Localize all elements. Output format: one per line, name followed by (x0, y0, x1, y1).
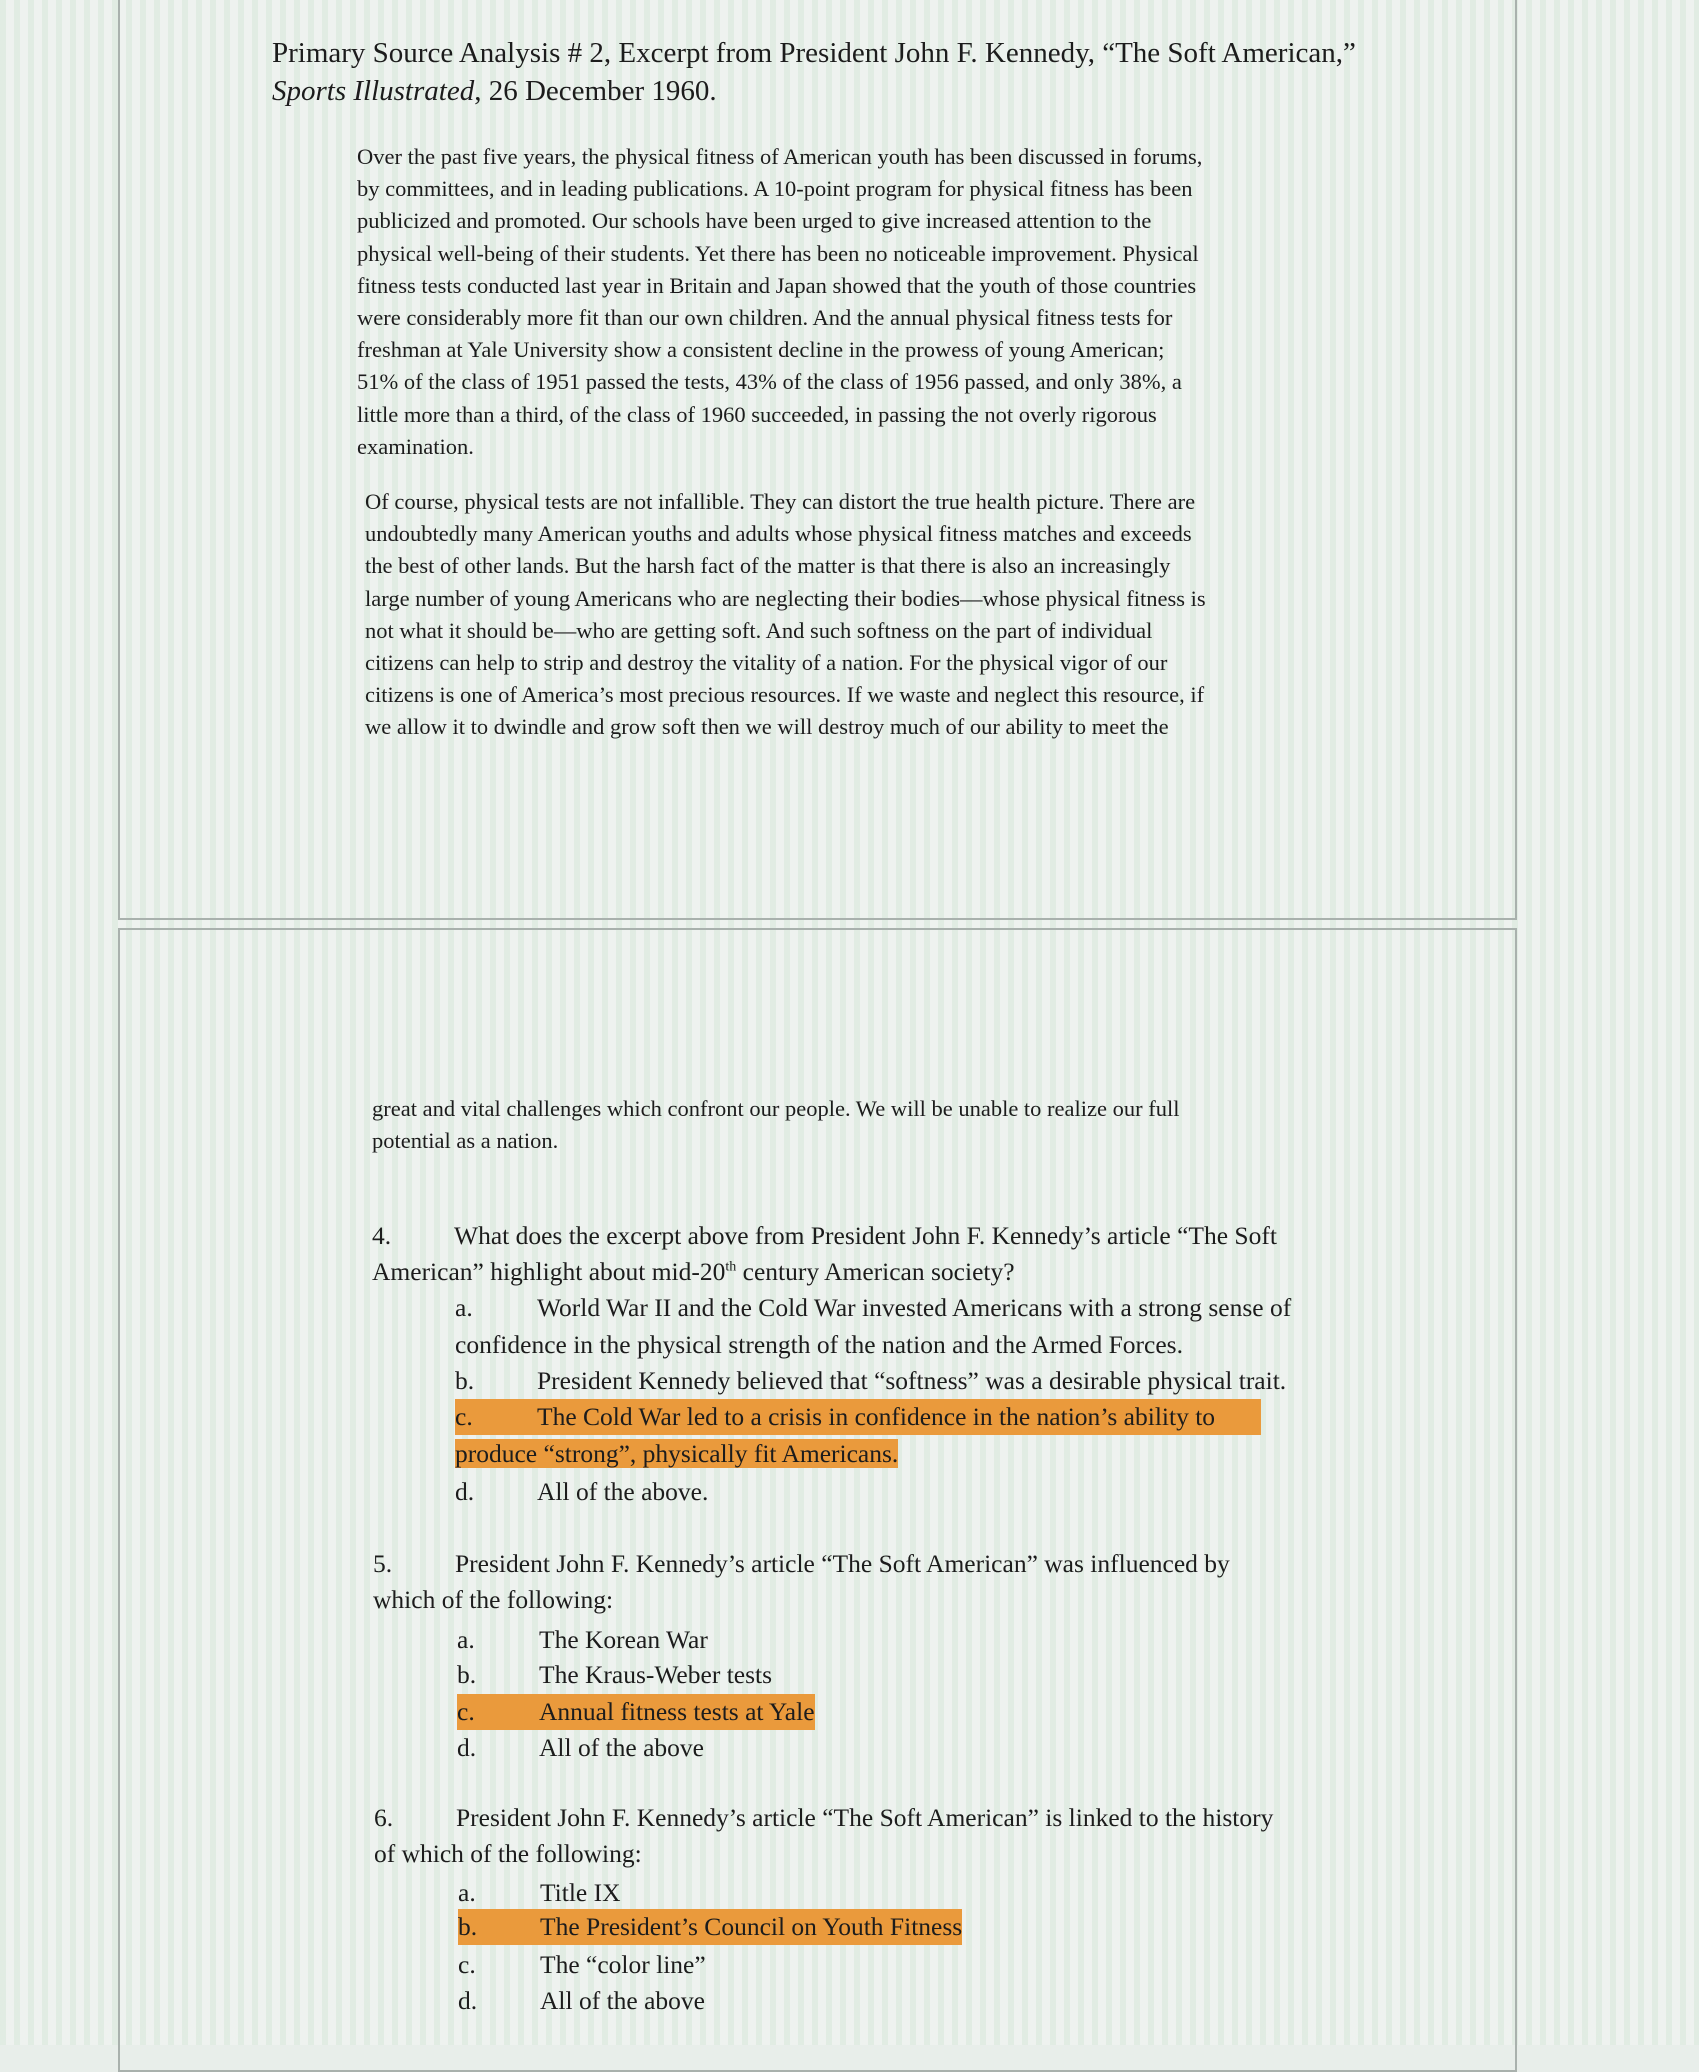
question-text: What does the excerpt above from President John F. Kennedy’s article “The Soft (454, 1221, 1277, 1250)
text-line: Over the past five years, the physical fitness of American youth has been discussed in forums, (357, 144, 1203, 169)
q6-option-a[interactable] (458, 1875, 621, 1911)
q5-option-d[interactable] (457, 1730, 704, 1766)
question-text: President John F. Kennedy’s article “The Soft American” was influenced by (455, 1549, 1230, 1578)
option-letter: c. (457, 1697, 475, 1726)
title-line: Primary Source Analysis # 2, Excerpt from President John F. Kennedy, “The Soft American,” (272, 37, 1356, 69)
option-text: All of the above (539, 1733, 704, 1762)
question-text: century American society? (736, 1257, 1015, 1286)
option-text: confidence in the physical strength of the nation and the Armed Forces. (455, 1330, 1183, 1359)
question-5 (373, 1546, 1230, 1618)
question-5-line-1 (373, 1546, 1230, 1582)
text-line: physical well-being of their students. Yet there has been no noticeable improvement. Physical (357, 240, 1199, 266)
q4-option-a[interactable] (455, 1290, 1291, 1326)
q4-option-c-continued (455, 1436, 898, 1472)
q6-option-b-highlighted[interactable] (458, 1909, 962, 1945)
option-text: The “color line” (540, 1950, 706, 1979)
option-text: All of the above (540, 1986, 705, 2015)
superscript: th (725, 1259, 737, 1275)
question-6-line-2: of which of the following: (374, 1839, 642, 1868)
option-letter: a. (458, 1878, 476, 1907)
text-line: fitness tests conducted last year in Britain and Japan showed that the youth of those countries (357, 272, 1197, 298)
option-letter: a. (455, 1293, 473, 1322)
option-text: The Kraus-Weber tests (539, 1660, 773, 1689)
document-title (272, 34, 1472, 110)
q4-option-d[interactable] (455, 1474, 708, 1510)
question-number: 6. (374, 1803, 394, 1832)
option-letter: a. (457, 1625, 475, 1654)
text-line: citizens is one of America’s most precious resources. If we waste and neglect this resource, if (365, 682, 1205, 708)
q6-option-c[interactable] (458, 1947, 706, 1983)
option-text: The Cold War led to a crisis in confidence in the nation’s ability to (537, 1402, 1216, 1431)
question-6 (374, 1800, 1273, 1872)
option-letter: c. (458, 1950, 476, 1979)
q5-option-a[interactable] (457, 1622, 708, 1658)
option-text: World War II and the Cold War invested Americans with a strong sense of (537, 1293, 1292, 1322)
text-line: we allow it to dwindle and grow soft then we will destroy much of our ability to meet the (365, 714, 1169, 740)
q6-option-d[interactable] (458, 1983, 705, 2019)
option-letter: d. (458, 1986, 478, 2015)
text-line: citizens can help to strip and destroy the vitality of a nation. For the physical vigor of our (365, 650, 1168, 676)
text-line: publicized and promoted. Our schools have been urged to give increased attention to the (357, 208, 1152, 234)
excerpt-paragraph-3 (372, 1093, 1272, 1157)
text-line: potential as a nation. (372, 1128, 559, 1154)
option-text: All of the above. (537, 1477, 709, 1506)
question-6-line-1 (374, 1800, 1273, 1836)
text-line: the best of other lands. But the harsh fact of the matter is that there is also an increasingly (365, 553, 1171, 579)
q4-option-b[interactable] (455, 1363, 1286, 1399)
text-line: large number of young Americans who are neglecting their bodies—whose physical fitness is (365, 585, 1206, 611)
option-letter: b. (458, 1912, 478, 1941)
option-letter: c. (455, 1402, 473, 1431)
q5-option-b[interactable] (457, 1657, 772, 1693)
question-4-line-2 (372, 1254, 1277, 1290)
text-line: little more than a third, of the class of 1960 succeeded, in passing the not overly rigorous (357, 401, 1157, 427)
text-line: undoubtedly many American youths and adults whose physical fitness matches and exceeds (365, 521, 1192, 547)
q5-option-c-highlighted[interactable] (457, 1694, 815, 1730)
question-4 (372, 1218, 1277, 1290)
q4-option-c-highlighted[interactable] (455, 1399, 1261, 1435)
text-line: were considerably more fit than our own children. And the annual physical fitness tests for (357, 305, 1173, 331)
question-number: 4. (372, 1221, 392, 1250)
question-number: 5. (373, 1549, 393, 1578)
source-publication: Sports Illustrated (272, 75, 475, 107)
excerpt-paragraph-1 (357, 141, 1257, 463)
question-text: American” highlight about mid-20 (372, 1257, 726, 1286)
text-line: freshman at Yale University show a consistent decline in the prowess of young American; (357, 337, 1165, 363)
text-line: not what it should be—who are getting soft. And such softness on the part of individual (365, 617, 1153, 643)
text-line: examination. (357, 433, 474, 459)
option-letter: b. (457, 1660, 477, 1689)
text-line: 51% of the class of 1951 passed the tests, 43% of the class of 1956 passed, and only 38%, a (357, 369, 1182, 395)
option-text: The Korean War (539, 1625, 708, 1654)
question-4-line-1 (372, 1218, 1277, 1254)
excerpt-paragraph-2 (365, 486, 1265, 744)
text-line: by committees, and in leading publications. A 10-point program for physical fitness has been (357, 176, 1193, 202)
option-text: produce “strong”, physically fit Americans. (455, 1439, 899, 1468)
question-5-line-2: which of the following: (373, 1585, 614, 1614)
option-text: Title IX (540, 1878, 621, 1907)
option-text: President Kennedy believed that “softness” was a desirable physical trait. (537, 1366, 1287, 1395)
option-letter: b. (455, 1366, 475, 1395)
option-text: Annual fitness tests at Yale (539, 1697, 815, 1726)
option-letter: d. (457, 1733, 477, 1762)
text-line: great and vital challenges which confront our people. We will be unable to realize our full (372, 1096, 1180, 1121)
source-line (272, 72, 1472, 110)
question-text: President John F. Kennedy’s article “The Soft American” is linked to the history (456, 1803, 1274, 1832)
option-letter: d. (455, 1477, 475, 1506)
q4-option-a-continued (455, 1327, 1183, 1363)
option-text: The President’s Council on Youth Fitness (540, 1912, 963, 1941)
source-date: , 26 December 1960. (474, 75, 717, 107)
text-line: Of course, physical tests are not infallible. They can distort the true health picture. There are (365, 489, 1196, 514)
